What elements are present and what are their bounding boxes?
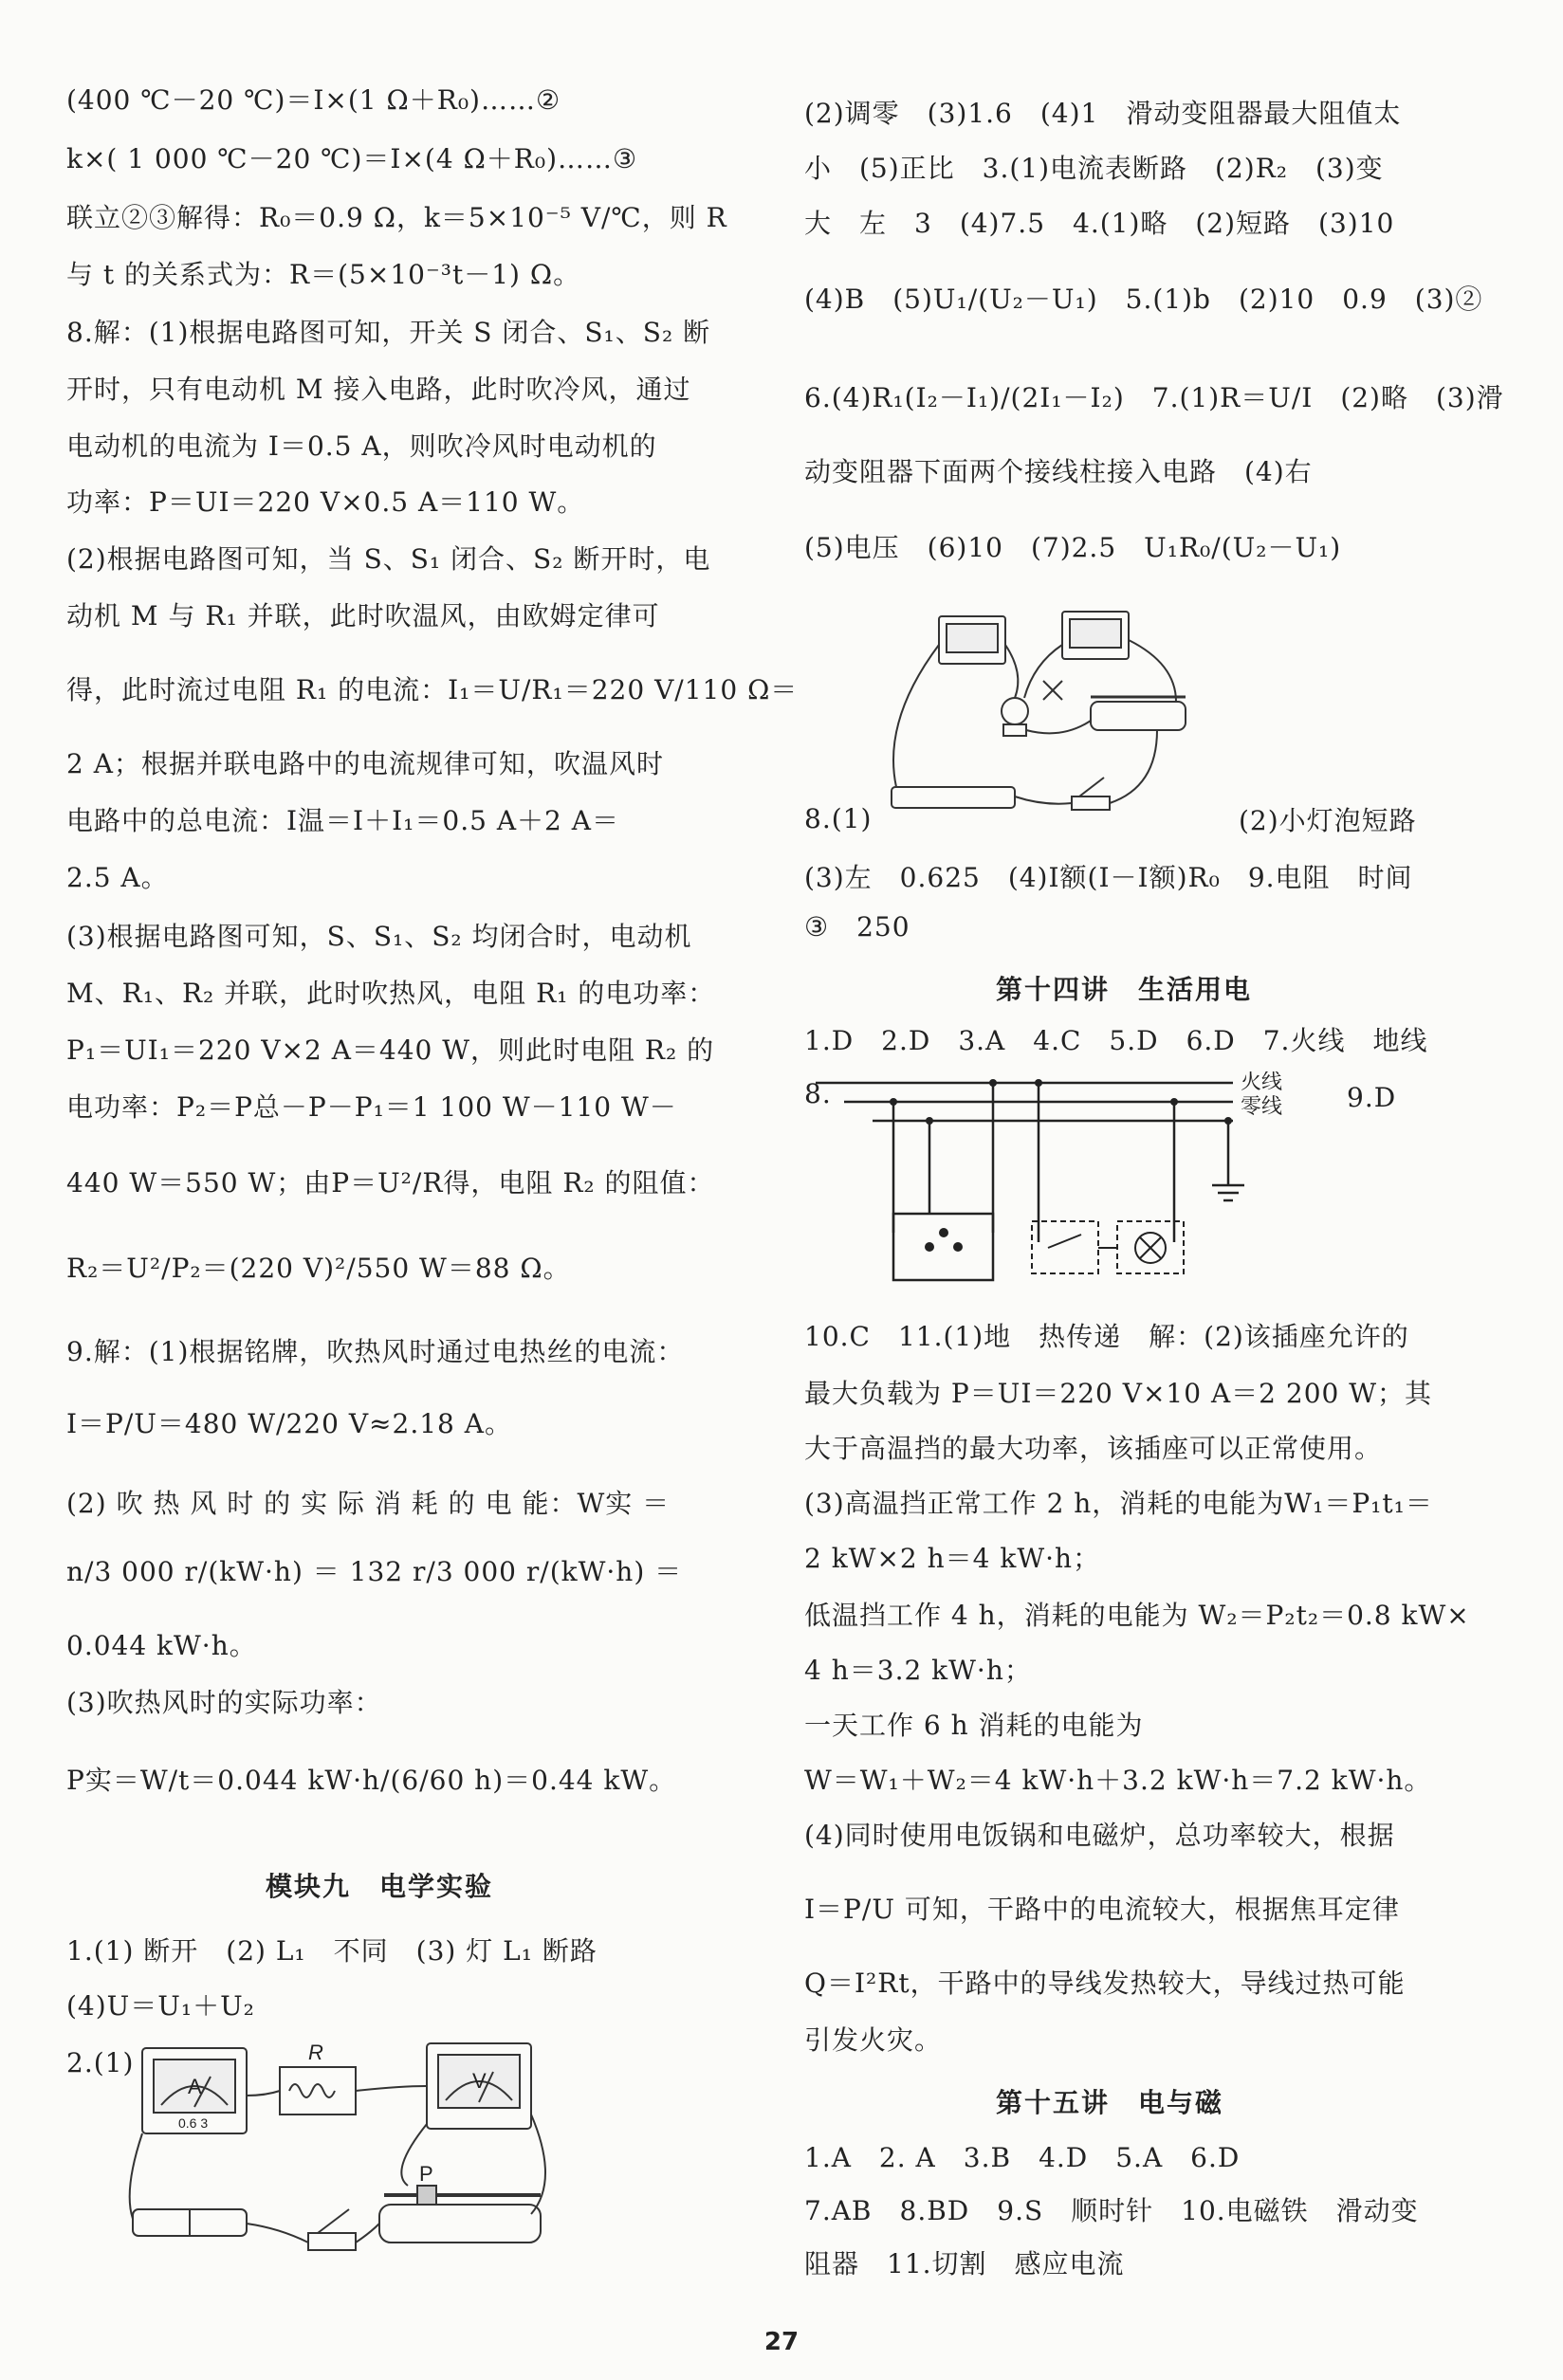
switch-body <box>308 2233 356 2250</box>
text-line: 2 A；根据并联电路中的电流规律可知，吹温风时 <box>66 748 664 779</box>
text-line: 9.解：(1)根据铭牌，吹热风时通过电热丝的电流： <box>66 1336 685 1367</box>
resistor-label: R <box>308 2041 323 2064</box>
text-line: 电动机的电流为 I＝0.5 A，则吹冷风时电动机的 <box>66 430 657 462</box>
text-line: 1.(1) 断开 (2) L₁ 不同 (3) 灯 L₁ 断路 <box>66 1935 598 1967</box>
text-line: k×( 1 000 ℃－20 ℃)＝I×(4 Ω＋R₀)……③ <box>66 143 638 174</box>
text-line: ③ 250 <box>804 911 910 943</box>
text-line: 7.AB 8.BD 9.S 顺时针 10.电磁铁 滑动变 <box>804 2195 1419 2226</box>
text-line: (2)调零 (3)1.6 (4)1 滑动变阻器最大阻值太 <box>804 98 1402 129</box>
page-number: 27 <box>763 2328 800 2356</box>
household-wiring-figure <box>816 1071 1309 1290</box>
experiment-circuit-figure <box>123 2029 569 2276</box>
text-line: M、R₁、R₂ 并联，此时吹热风，电阻 R₁ 的电功率： <box>66 978 716 1009</box>
text-line: (3)高温挡正常工作 2 h，消耗的电能为W₁＝P₁t₁＝ <box>804 1488 1433 1519</box>
neutral-wire-label: 零线 <box>1241 1095 1283 1119</box>
section-heading-lecture-15: 第十五讲 电与磁 <box>996 2087 1224 2118</box>
text-line: (2)小灯泡短路 <box>1239 805 1417 836</box>
switch-box <box>1032 1221 1098 1273</box>
text-line: W＝W₁＋W₂＝4 kW·h＋3.2 kW·h＝7.2 kW·h。 <box>804 1765 1432 1796</box>
text-line: 9.D <box>1347 1082 1397 1113</box>
text-line: 1.D 2.D 3.A 4.C 5.D 6.D 7.火线 地线 <box>804 1025 1428 1056</box>
text-line: 引发火灾。 <box>804 2024 943 2056</box>
text-line: (400 ℃－20 ℃)＝I×(1 Ω＋R₀)……② <box>66 84 561 116</box>
battery-body <box>892 787 1015 808</box>
text-line: (5)电压 (6)10 (7)2.5 U₁R₀/(U₂－U₁) <box>804 532 1342 563</box>
socket-box <box>893 1214 993 1280</box>
lamp-circuit-figure <box>873 607 1195 834</box>
switch-body <box>1072 796 1110 810</box>
text-line: Q＝I²Rt，干路中的导线发热较大，导线过热可能 <box>804 1968 1406 1999</box>
text-line: 电路中的总电流：I温＝I＋I₁＝0.5 A＋2 A＝ <box>66 805 619 836</box>
text-line: n/3 000 r/(kW·h) ＝ 132 r/3 000 r/(kW·h) ＝ <box>66 1556 683 1587</box>
text-line: 与 t 的关系式为：R＝(5×10⁻³t－1) Ω。 <box>66 259 581 290</box>
text-line: 0.044 kW·h。 <box>66 1630 257 1661</box>
resistor-body <box>280 2067 356 2115</box>
text-line: 2.5 A。 <box>66 862 169 893</box>
text-line: (2)根据电路图可知，当 S、S₁ 闭合、S₂ 断开时，电 <box>66 543 711 575</box>
text-line: 8. <box>804 1078 832 1109</box>
text-line: I＝P/U 可知，干路中的电流较大，根据焦耳定律 <box>804 1894 1400 1925</box>
text-line: (2) 吹 热 风 时 的 实 际 消 耗 的 电 能：W实 ＝ <box>66 1488 671 1519</box>
text-line: R₂＝U²/P₂＝(220 V)²/550 W＝88 Ω。 <box>66 1253 571 1284</box>
ammeter-scale-label: 0.6 3 <box>178 2115 209 2131</box>
text-line: I＝P/U＝480 W/220 V≈2.18 A。 <box>66 1408 512 1439</box>
rheostat-body <box>1091 702 1186 730</box>
text-line: 动变阻器下面两个接线柱接入电路 (4)右 <box>804 456 1313 487</box>
text-line: 8.(1) <box>804 803 873 834</box>
text-line: 8.解：(1)根据电路图可知，开关 S 闭合、S₁、S₂ 断 <box>66 317 711 348</box>
text-line: 动机 M 与 R₁ 并联，此时吹温风，由欧姆定律可 <box>66 600 660 632</box>
voltmeter-label: V <box>472 2069 487 2093</box>
text-line: 大 左 3 (4)7.5 4.(1)略 (2)短路 (3)10 <box>804 208 1395 239</box>
text-line: 4 h＝3.2 kW·h； <box>804 1655 1032 1686</box>
text-line: (4)U＝U₁＋U₂ <box>66 1990 255 2022</box>
text-line: 2 kW×2 h＝4 kW·h； <box>804 1543 1101 1574</box>
live-wire-label: 火线 <box>1241 1071 1283 1094</box>
text-line: 1.A 2. A 3.B 4.D 5.A 6.D <box>804 2142 1241 2173</box>
text-line: 得，此时流过电阻 R₁ 的电流：I₁＝U/R₁＝220 V/110 Ω＝ <box>66 674 799 705</box>
section-heading-lecture-14: 第十四讲 生活用电 <box>996 974 1253 1005</box>
text-line: 10.C 11.(1)地 热传递 解：(2)该插座允许的 <box>804 1321 1409 1352</box>
text-line: 开时，只有电动机 M 接入电路，此时吹冷风，通过 <box>66 374 691 405</box>
text-line: 电功率：P₂＝P总－P－P₁＝1 100 W－110 W－ <box>66 1091 677 1123</box>
text-line: 低温挡工作 4 h，消耗的电能为 W₂＝P₂t₂＝0.8 kW× <box>804 1600 1470 1631</box>
text-line: 阻器 11.切割 感应电流 <box>804 2248 1125 2279</box>
text-line: (3)吹热风时的实际功率： <box>66 1687 382 1718</box>
text-line: 6.(4)R₁(I₂－I₁)/(2I₁－I₂) 7.(1)R＝U/I (2)略 (3)滑 <box>804 382 1504 413</box>
rheostat-label: P <box>419 2162 433 2186</box>
text-line: 联立②③解得：R₀＝0.9 Ω，k＝5×10⁻⁵ V/℃，则 R <box>66 202 727 233</box>
text-line: (4)同时使用电饭锅和电磁炉，总功率较大，根据 <box>804 1820 1395 1851</box>
lamp-bulb <box>1002 698 1028 724</box>
text-line: 功率：P＝UI＝220 V×0.5 A＝110 W。 <box>66 486 585 518</box>
text-line: 大于高温挡的最大功率，该插座可以正常使用。 <box>804 1433 1383 1464</box>
text-line: 小 (5)正比 3.(1)电流表断路 (2)R₂ (3)变 <box>804 153 1384 184</box>
rheostat-body <box>379 2205 541 2243</box>
text-line: (3)根据电路图可知，S、S₁、S₂ 均闭合时，电动机 <box>66 921 692 952</box>
section-heading-module-9: 模块九 电学实验 <box>266 1871 494 1902</box>
text-line: (4)B (5)U₁/(U₂－U₁) 5.(1)b (2)10 0.9 (3)② <box>804 284 1483 315</box>
text-line: 一天工作 6 h 消耗的电能为 <box>804 1710 1144 1741</box>
text-line: (3)左 0.625 (4)I额(I－I额)R₀ 9.电阻 时间 <box>804 862 1413 893</box>
text-line: P₁＝UI₁＝220 V×2 A＝440 W，则此时电阻 R₂ 的 <box>66 1034 715 1066</box>
text-line: P实＝W/t＝0.044 kW·h/(6/60 h)＝0.44 kW。 <box>66 1765 677 1796</box>
text-line: 最大负载为 P＝UI＝220 V×10 A＝2 200 W；其 <box>804 1378 1433 1409</box>
ammeter-label: A <box>188 2075 202 2098</box>
text-line: 2.(1) <box>66 2047 135 2078</box>
text-line: 440 W＝550 W；由P＝U²/R得，电阻 R₂ 的阻值： <box>66 1167 715 1199</box>
